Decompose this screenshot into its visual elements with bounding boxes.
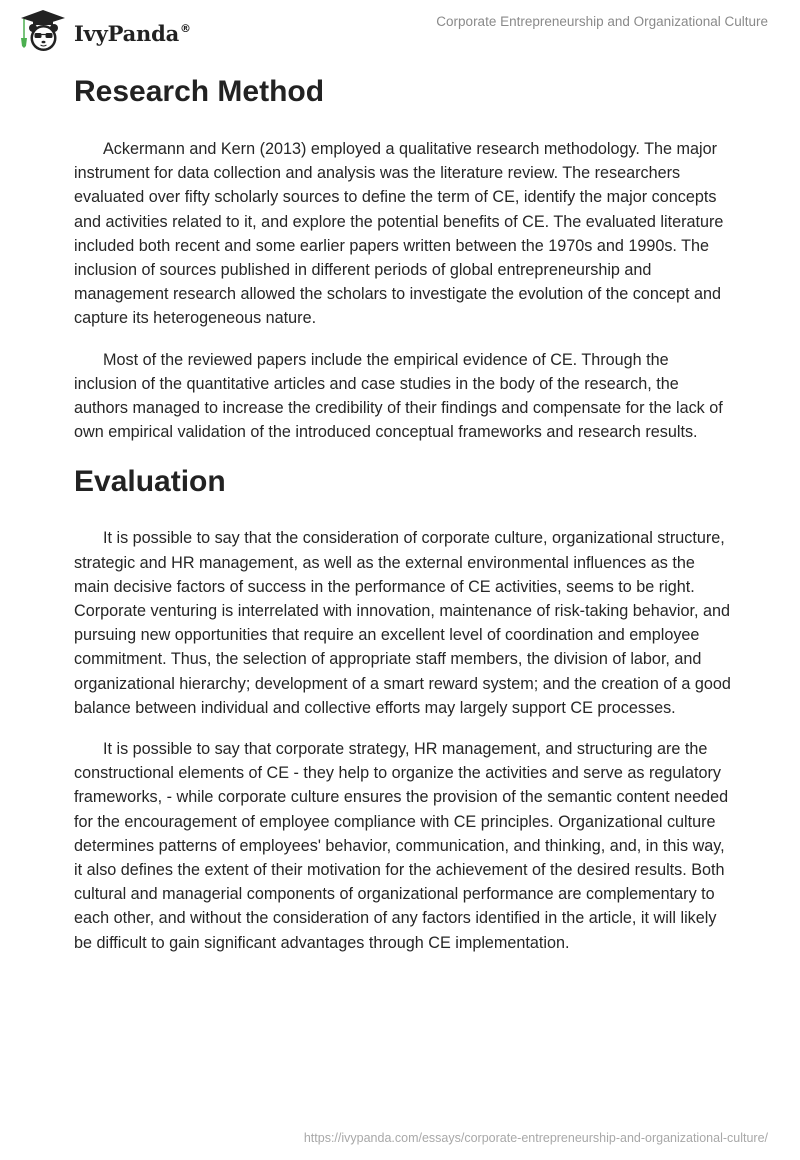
section-heading-evaluation: Evaluation [74,465,226,499]
logo-wordmark [74,21,191,46]
logo-text: IvyPanda [74,20,180,46]
document-body [74,72,734,955]
registered-mark: ® [180,21,191,35]
paragraph: Most of the reviewed papers include the empirical evidence of CE. Through the inclusion of the quantitative articles and case studies in the body of the research, the authors managed to increase the credibility of their findings and compensate for the lack of own empirical validation of the introduced conceptual frameworks and research results. [74,350,723,442]
paragraph: It is possible to say that the consideration of corporate culture, organizational structure, strategic and HR management, as well as the external environmental influences as the main decisive factors of success in the performance of CE activities, seems to be right. Corporate venturing is interrelated with innovation, maintenance of risk-taking behavior, and pursuing new opportunities that require an excellent level of coordination and employee commitment. Thus, the selection of appropriate staff members, the division of labor, and organizational hierarchy; development of a smart reward system; and the creation of a good balance between individual and collective efforts may largely support CE processes. [74,529,731,717]
ivypanda-logo[interactable] [18,8,191,54]
source-url-link[interactable]: https://ivypanda.com/essays/corporate-entrepreneurship-and-organizational-culture/ [303,1131,768,1145]
document-title: Corporate Entrepreneurship and Organizational Culture [436,14,768,29]
section-heading-research-method: Research Method [74,75,325,108]
paragraph: It is possible to say that corporate strategy, HR management, and structuring are the constructional elements of CE - they help to organize the activities and serve as regulatory frameworks, - while corporate culture ensures the provision of the semantic content needed for the encouragement of employee compliance with CE principles. Organizational culture determines patterns of employees' behavior, communication, and thinking, and, in this way, it also defines the extent of their motivation for the achievement of the desired results. Both cultural and managerial components of organizational performance are complementary to each other, and without the consideration of any factors identified in the article, it will likely be difficult to gain significant advantages through CE implementation. [74,740,729,952]
page-header [0,0,800,60]
panda-graduate-icon [18,8,68,54]
paragraph: Ackermann and Kern (2013) employed a qualitative research methodology. The major instrument for data collection and analysis was the literature review. The researchers evaluated over fifty scholarly sources to define the term of CE, identify the major concepts and activities related to it, and explore the potential benefits of CE. The evaluated literature included both recent and some earlier papers written between the 1970s and 1990s. The inclusion of sources published in different periods of global entrepreneurship and management research allowed the scholars to investigate the evolution of the concept and capture its heterogeneous nature. [74,140,724,328]
